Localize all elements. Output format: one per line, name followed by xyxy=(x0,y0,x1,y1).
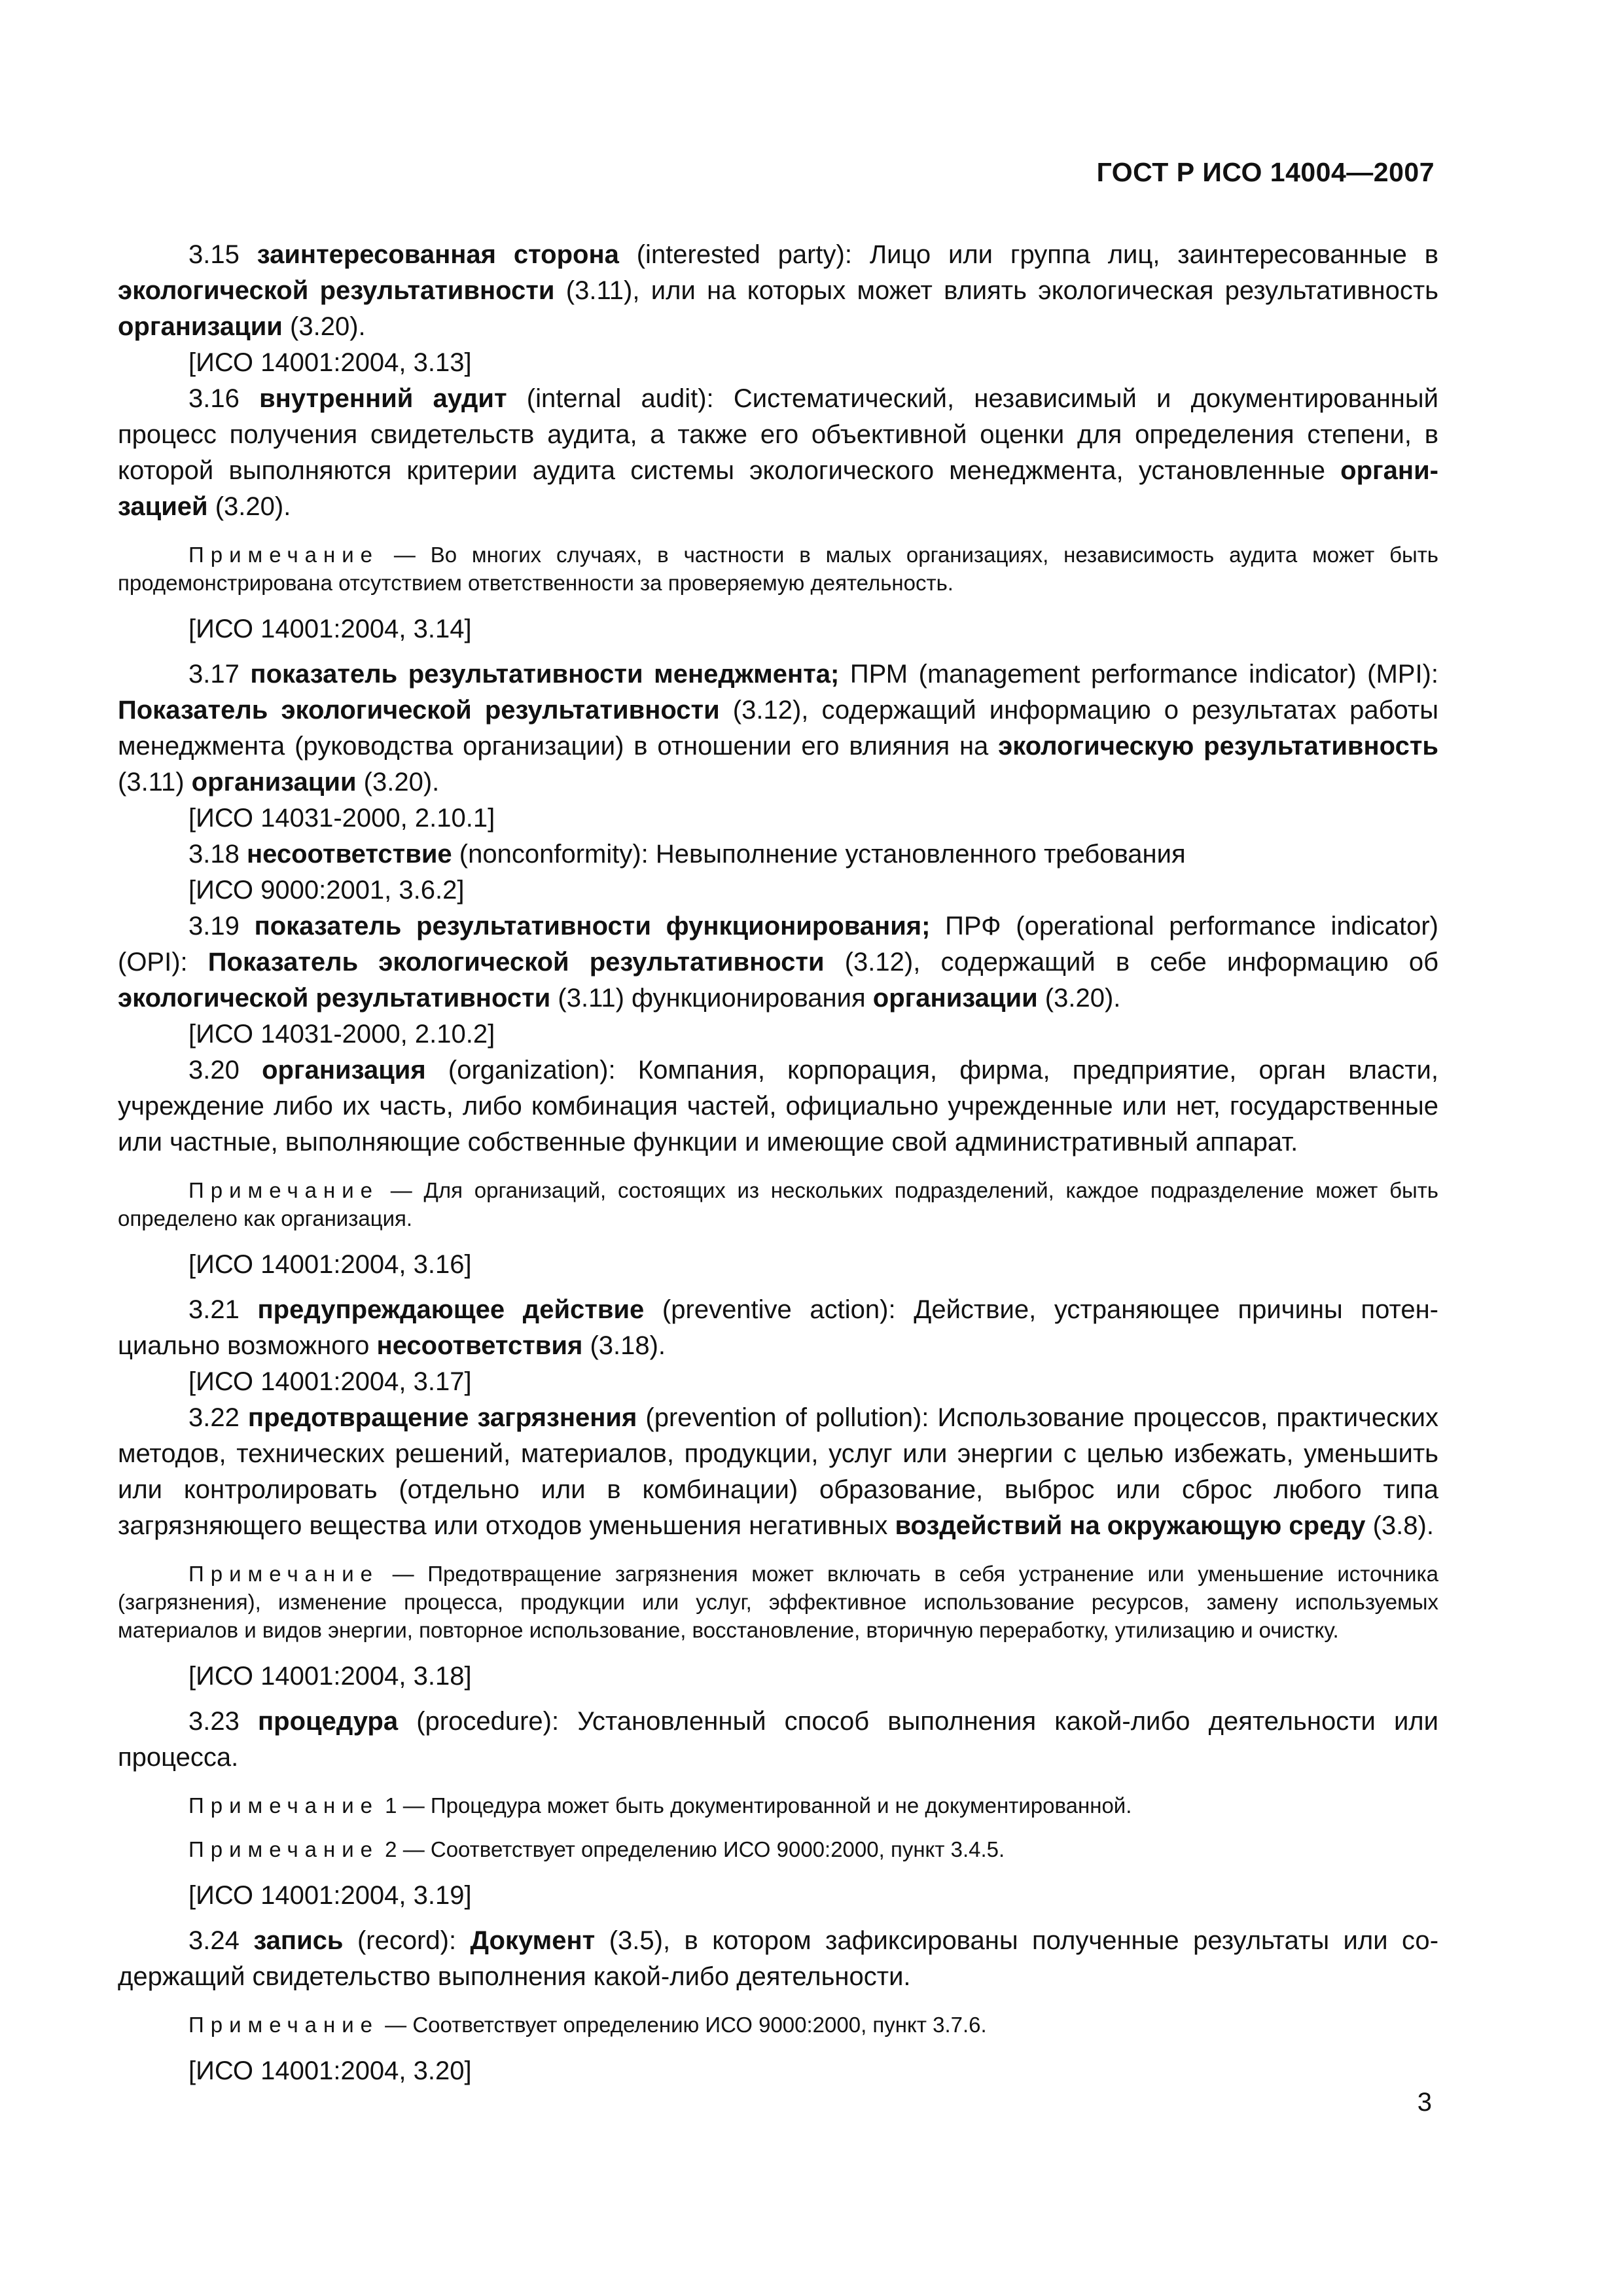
note-text: — Соответствует определению ИСО 9000:2000, пункт 3.7.6. xyxy=(379,2013,987,2037)
term-reference: Документ xyxy=(470,1926,596,1955)
term: организация xyxy=(262,1056,426,1085)
note-label: Примечание xyxy=(188,543,380,567)
note-text: — Во многих случаях, в частности в малых организациях, независимость аудита может быть продемонстрирована отсутствием ответственности за проверяемую деятельность. xyxy=(118,543,1438,595)
definition-text: (prevention of pollution): Использование процессов, практических методов, технических решений, материалов, продукции, услуг или энергии с целью избежать, уменьшить или контролировать (отдельно или в комбинации) образование, выброс или сброс любого типа загрязняющего вещества или отходов уменьшения негативных xyxy=(118,1403,1438,1540)
definition-text: (3.18). xyxy=(582,1331,666,1360)
note-label: Примечание xyxy=(188,2013,380,2037)
note-label: Примечание xyxy=(188,1837,380,1861)
definition-text: (3.11) xyxy=(118,768,192,797)
note-text: 1 — Процедура может быть документированной и не документированной. xyxy=(379,1793,1132,1818)
term-reference: организацией xyxy=(118,456,1438,521)
source-reference: [ИСО 14001:2004, 3.13] xyxy=(188,348,472,377)
note-label: Примечание xyxy=(188,1178,380,1202)
note xyxy=(118,1560,1438,1644)
entry-number: 3.15 xyxy=(188,240,240,269)
term-reference: Показатель экологической результативности xyxy=(207,948,825,977)
source-reference: [ИСО 14001:2004, 3.16] xyxy=(188,1250,472,1279)
source-reference: [ИСО 14001:2004, 3.19] xyxy=(188,1881,472,1910)
note-text: — Предотвращение загрязнения может включать в себя устранение или уменьшение источника (загрязнения), изменение процесса, продукции или услуг, эффективное использование ресурсов, замену используемых материалов и видов энергии, повторное использование, восстановление, вторичную переработку, утилизацию и очистку. xyxy=(118,1562,1438,1642)
note xyxy=(118,1835,1438,1863)
source-reference: [ИСО 9000:2001, 3.6.2] xyxy=(188,876,465,905)
term-entry-3-20 xyxy=(118,1052,1438,1160)
definition-text: (3.12), содержащий в себе информацию об xyxy=(824,948,1438,977)
page-number: 3 xyxy=(1417,2088,1432,2117)
entry-number: 3.16 xyxy=(188,384,240,413)
definition-text: (organization): Компания, корпорация, фирма, предприятие, орган власти, учреждение либо их часть, либо комбинация частей, официально учрежденные или нет, государственные или частные, выполняющие собственные функции и имеющие свой административный аппарат. xyxy=(118,1056,1438,1157)
entry-number: 3.23 xyxy=(188,1707,240,1736)
term-reference: воздействий на окружающую среду xyxy=(895,1511,1366,1540)
definition-text: (3.5), в котором зафиксированы полученные результаты или содержащий свидетельство выполнения какой-либо деятельности. xyxy=(118,1926,1439,1991)
note xyxy=(118,2011,1438,2039)
definition-text: (3.20). xyxy=(207,492,291,521)
entry-number: 3.18 xyxy=(188,840,240,869)
definition-text: (3.20). xyxy=(356,768,440,797)
definition-text: (3.11) функционирования xyxy=(550,984,873,1013)
source-reference: [ИСО 14031-2000, 2.10.2] xyxy=(188,1020,495,1049)
document-header: ГОСТ Р ИСО 14004—2007 xyxy=(1096,157,1435,187)
term-entry-3-24 xyxy=(118,1923,1438,1995)
entry-number: 3.22 xyxy=(188,1403,240,1432)
definition-text: ПРФ (operational performance indicator)(OPI): xyxy=(118,912,1438,977)
term: предупреждающее действие xyxy=(257,1295,645,1324)
source-reference: [ИСО 14001:2004, 3.17] xyxy=(188,1367,472,1396)
term-reference: экологической результативности xyxy=(118,984,551,1013)
entry-number: 3.24 xyxy=(188,1926,240,1955)
term: внутренний аудит xyxy=(259,384,507,413)
term-entry-3-23 xyxy=(118,1704,1438,1776)
term-reference: организации xyxy=(118,312,283,341)
note-text: 2 — Соответствует определению ИСО 9000:2000, пункт 3.4.5. xyxy=(379,1837,1005,1861)
term-entry-3-22 xyxy=(118,1400,1438,1544)
definition-text: (3.11), или на которых может влиять экологическая результативность xyxy=(554,276,1438,305)
term-reference: экологической результативности xyxy=(118,276,555,305)
term-reference: несоответствия xyxy=(376,1331,583,1360)
definition-text: (internal audit): Систематический, независимый и документированный процесс получения свидетельств аудита, а также его объективной оценки для определения степени, в которой выполняются критерии аудита системы экологического менеджмента, установленные xyxy=(118,384,1438,485)
term-reference: Показатель экологической результативности xyxy=(118,696,720,725)
definition-text: (nonconformity): Невыполнение установленного требования xyxy=(452,840,1186,869)
definition-text: (procedure): Установленный способ выполнения какой-либо деятельности или процесса. xyxy=(118,1707,1438,1772)
entry-number: 3.19 xyxy=(188,912,240,941)
definition-text: (record): xyxy=(343,1926,471,1955)
term-reference: организации xyxy=(191,768,357,797)
source-reference: [ИСО 14001:2004, 3.18] xyxy=(188,1662,472,1691)
term: несоответствие xyxy=(246,840,452,869)
note-text: — Для организаций, состоящих из нескольких подразделений, каждое подразделение может быть определено как организация. xyxy=(118,1178,1438,1230)
definition-text: (3.20). xyxy=(282,312,366,341)
note xyxy=(118,1791,1438,1820)
term-entry-3-16 xyxy=(118,381,1438,525)
term: предотвращение загрязнения xyxy=(247,1403,637,1432)
source-reference: [ИСО 14031-2000, 2.10.1] xyxy=(188,804,495,833)
note xyxy=(118,1176,1438,1232)
term-entry-3-21 xyxy=(118,1292,1438,1364)
definition-text: ПРМ (management performance indicator) (MPI): xyxy=(839,660,1438,689)
document-body xyxy=(118,237,1438,2089)
source-reference: [ИСО 14001:2004, 3.14] xyxy=(188,615,472,643)
note xyxy=(118,541,1438,597)
entry-number: 3.21 xyxy=(188,1295,240,1324)
term: заинтересованная сторона xyxy=(257,240,619,269)
definition-text: (3.20). xyxy=(1037,984,1121,1013)
term-entry-3-15 xyxy=(118,237,1438,345)
note-label: Примечание xyxy=(188,1793,380,1818)
term: запись xyxy=(253,1926,344,1955)
term-entry-3-18 xyxy=(118,836,1438,872)
source-reference: [ИСО 14001:2004, 3.20] xyxy=(188,2056,472,2085)
term-entry-3-17 xyxy=(118,656,1438,800)
term: процедура xyxy=(257,1707,399,1736)
term-reference: экологическую результативность xyxy=(998,732,1438,761)
term: показатель результативности менеджмента; xyxy=(250,660,840,689)
term-reference: организации xyxy=(872,984,1038,1013)
note-label: Примечание xyxy=(188,1562,380,1586)
term-entry-3-19 xyxy=(118,908,1438,1016)
definition-text: (3.12), содержащий информацию о результатах работы менеджмента (руководства организации) в отношении его влияния на xyxy=(118,696,1438,761)
definition-text: (3.8). xyxy=(1365,1511,1434,1540)
term: показатель результативности функционирования; xyxy=(254,912,931,941)
definition-text: (interested party): Лицо или группа лиц, заинтересованные в xyxy=(618,240,1438,269)
entry-number: 3.17 xyxy=(188,660,240,689)
definition-text: (preventive action): Действие, устраняющее причины потенциально возможного xyxy=(118,1295,1438,1360)
entry-number: 3.20 xyxy=(188,1056,240,1085)
